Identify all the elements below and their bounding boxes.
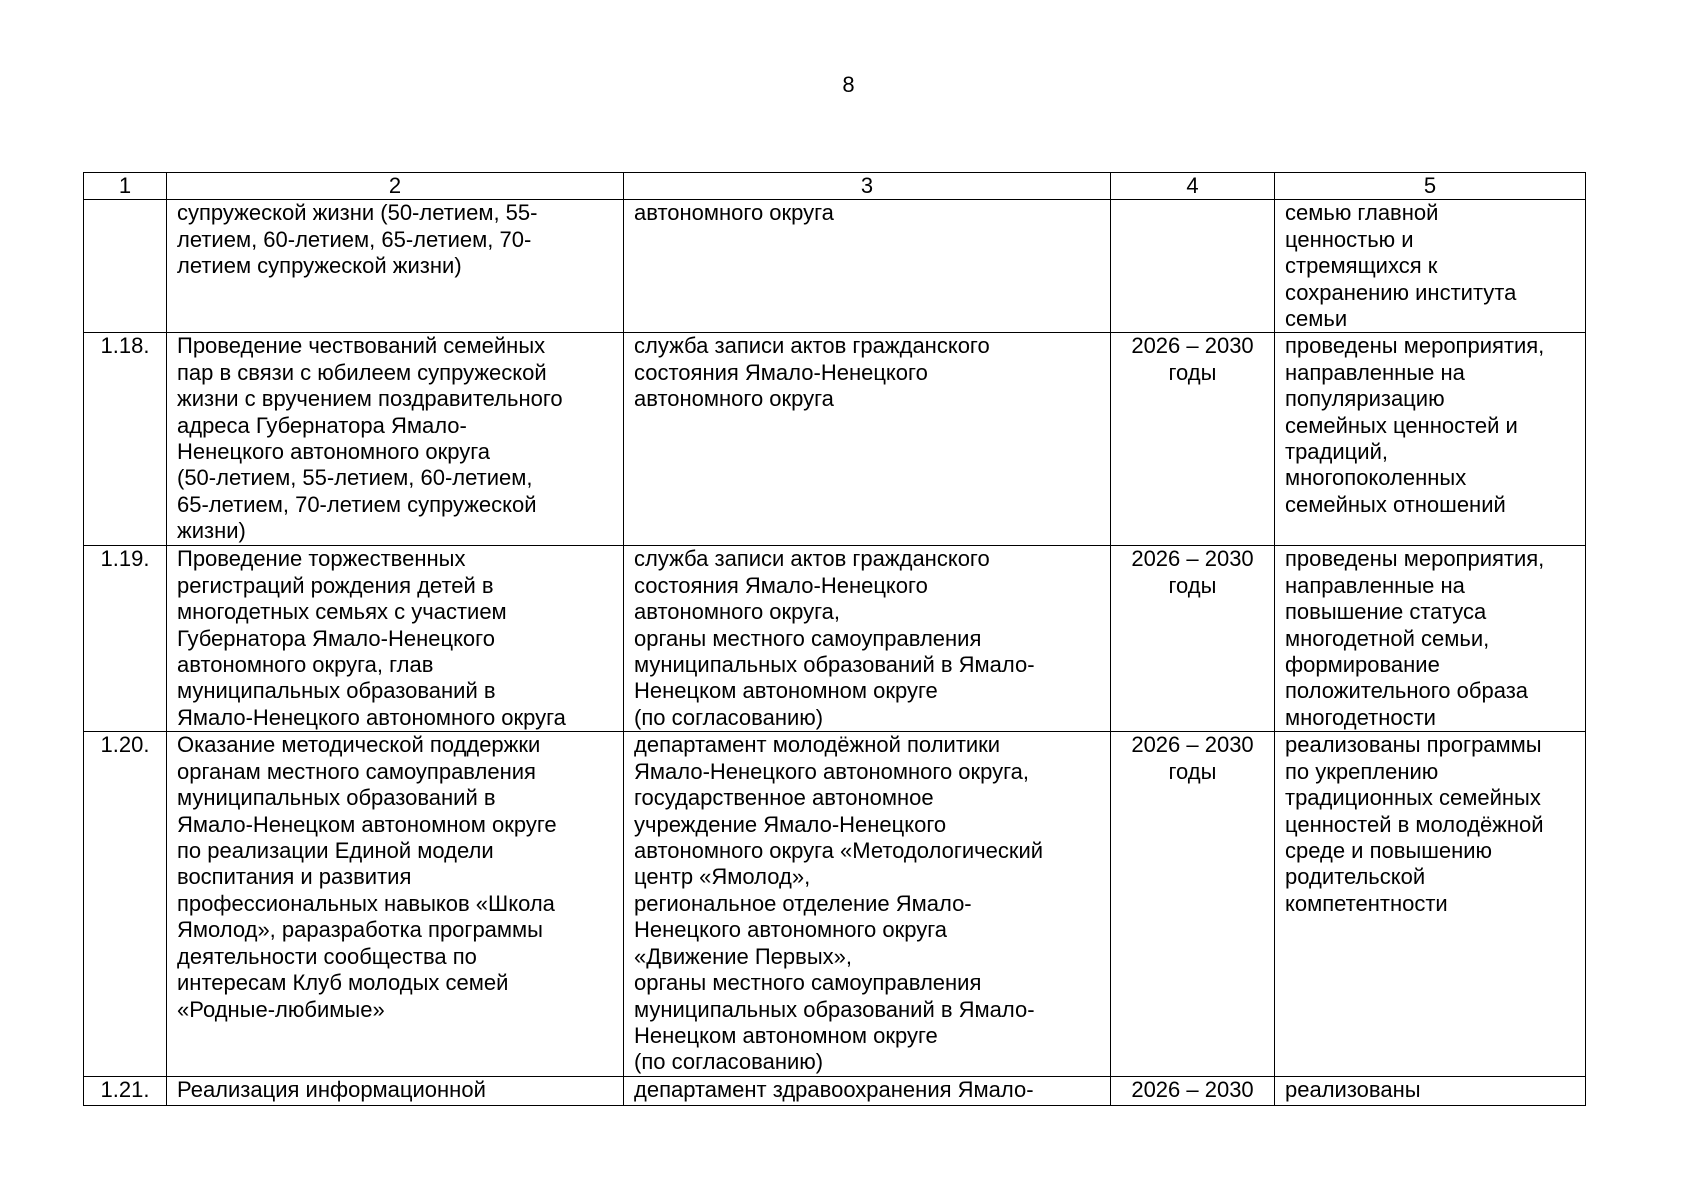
cell-text-line: 65-летием, 70-летием супружеской xyxy=(177,491,537,517)
result-cell xyxy=(1275,1077,1586,1106)
cell-text-line: муниципальных образований в xyxy=(177,785,496,811)
cell-text-line: повышение статуса xyxy=(1285,599,1487,625)
cell-text-line: компетентности xyxy=(1285,890,1448,916)
executors-cell xyxy=(624,200,1111,333)
cell-text-line: ценностью и xyxy=(1285,226,1414,252)
table-row xyxy=(84,200,1586,333)
table-header-row xyxy=(84,173,1586,200)
cell-text-line: Проведение торжественных xyxy=(177,546,466,572)
term-cell xyxy=(1111,546,1275,732)
cell-text-line: Реализация информационной xyxy=(177,1077,486,1103)
cell-text-line: органы местного самоуправления xyxy=(634,625,982,651)
event-cell xyxy=(167,333,624,546)
cell-text-line: воспитания и развития xyxy=(177,864,412,890)
column-header: 3 xyxy=(624,173,1111,200)
cell-text-line: Ямало-Ненецком автономном округе xyxy=(177,811,557,837)
cell-text-line: многодетности xyxy=(1285,704,1436,730)
cell-text-line: Ненецком автономном округе xyxy=(634,1022,938,1048)
cell-text-line: реализованы xyxy=(1285,1077,1421,1103)
cell-text-line: Ненецкого автономного округа xyxy=(177,439,491,465)
cell-text-line: органы местного самоуправления xyxy=(634,970,982,996)
cell-text-line: сохранению института xyxy=(1285,279,1517,305)
cell-text-line: годы xyxy=(1168,758,1217,784)
cell-text-line: формирование xyxy=(1285,652,1440,678)
cell-text-line: направленные на xyxy=(1285,572,1465,598)
cell-text-line: летием супружеской жизни) xyxy=(177,253,462,279)
cell-text-line: традиционных семейных xyxy=(1285,785,1541,811)
cell-text-line: адреса Губернатора Ямало- xyxy=(177,412,467,438)
result-cell xyxy=(1275,333,1586,546)
cell-text-line: органам местного самоуправления xyxy=(177,758,536,784)
cell-text-line: положительного образа xyxy=(1285,678,1529,704)
cell-text-line: деятельности сообщества по xyxy=(177,943,477,969)
cell-text-line: Ямолод», раразработка программы xyxy=(177,917,543,943)
cell-text-line: автономного округа, глав xyxy=(177,652,434,678)
executors-cell xyxy=(624,1077,1111,1106)
cell-text-line: жизни) xyxy=(177,518,246,544)
cell-text-line: 2026 – 2030 xyxy=(1131,732,1254,758)
cell-text-line: 2026 – 2030 xyxy=(1131,333,1254,359)
event-cell xyxy=(167,200,624,333)
cell-text-line: среде и повышению xyxy=(1285,838,1493,864)
cell-text-line: многодетной семьи, xyxy=(1285,625,1490,651)
cell-text-line: ценностей в молодёжной xyxy=(1285,811,1544,837)
column-header: 1 xyxy=(84,173,167,200)
cell-text-line: 2026 – 2030 xyxy=(1131,1077,1254,1103)
term-cell xyxy=(1111,200,1275,333)
cell-text-line: супружеской жизни (50-летием, 55- xyxy=(177,200,538,226)
column-header: 2 xyxy=(167,173,624,200)
cell-text-line: департамент молодёжной политики xyxy=(634,732,1001,758)
cell-text-line: муниципальных образований в Ямало- xyxy=(634,652,1035,678)
cell-text-line: состояния Ямало-Ненецкого xyxy=(634,572,928,598)
cell-text-line: автономного округа, xyxy=(634,599,841,625)
cell-text-line: «Движение Первых», xyxy=(634,943,852,969)
cell-text-line: регистраций рождения детей в xyxy=(177,572,494,598)
item-number: 1.20. xyxy=(84,732,167,1077)
cell-text-line: профессиональных навыков «Школа xyxy=(177,890,555,916)
cell-text-line: многопоколенных xyxy=(1285,465,1467,491)
item-number: 1.18. xyxy=(84,333,167,546)
term-cell xyxy=(1111,333,1275,546)
cell-text-line: «Родные-любимые» xyxy=(177,996,385,1022)
cell-text-line: годы xyxy=(1168,359,1217,385)
cell-text-line: по укреплению xyxy=(1285,758,1439,784)
cell-text-line: семью главной xyxy=(1285,200,1439,226)
cell-text-line: проведены мероприятия, xyxy=(1285,546,1545,572)
table-row xyxy=(84,546,1586,732)
executors-cell xyxy=(624,333,1111,546)
cell-text-line: семьи xyxy=(1285,306,1348,332)
cell-text-line: многодетных семьях с участием xyxy=(177,599,507,625)
cell-text-line: летием, 60-летием, 65-летием, 70- xyxy=(177,226,532,252)
cell-text-line: автономного округа «Методологический xyxy=(634,838,1044,864)
result-cell xyxy=(1275,546,1586,732)
cell-text-line: автономного округа xyxy=(634,386,834,412)
table-row xyxy=(84,732,1586,1077)
cell-text-line: региональное отделение Ямало- xyxy=(634,890,972,916)
column-header: 5 xyxy=(1275,173,1586,200)
cell-text-line: интересам Клуб молодых семей xyxy=(177,970,509,996)
cell-text-line: состояния Ямало-Ненецкого xyxy=(634,359,928,385)
cell-text-line: Губернатора Ямало-Ненецкого xyxy=(177,625,495,651)
cell-text-line: автономного округа xyxy=(634,200,834,226)
page-number: 8 xyxy=(842,72,855,97)
table-row xyxy=(84,333,1586,546)
cell-text-line: 2026 – 2030 xyxy=(1131,546,1254,572)
activities-table xyxy=(83,172,1586,1106)
cell-text-line: государственное автономное xyxy=(634,785,934,811)
cell-text-line: служба записи актов гражданского xyxy=(634,333,990,359)
cell-text-line: Ямало-Ненецкого автономного округа, xyxy=(634,758,1030,784)
cell-text-line: муниципальных образований в xyxy=(177,678,496,704)
cell-text-line: (50-летием, 55-летием, 60-летием, xyxy=(177,465,533,491)
item-number xyxy=(84,200,167,333)
cell-text-line: муниципальных образований в Ямало- xyxy=(634,996,1035,1022)
cell-text-line: стремящихся к xyxy=(1285,253,1438,279)
event-cell xyxy=(167,1077,624,1106)
cell-text-line: пар в связи с юбилеем супружеской xyxy=(177,359,547,385)
cell-text-line: Ямало-Ненецкого автономного округа xyxy=(177,704,566,730)
cell-text-line: проведены мероприятия, xyxy=(1285,333,1545,359)
cell-text-line: центр «Ямолод», xyxy=(634,864,811,890)
result-cell xyxy=(1275,732,1586,1077)
cell-text-line: традиций, xyxy=(1285,439,1388,465)
cell-text-line: родительской xyxy=(1285,864,1426,890)
executors-cell xyxy=(624,732,1111,1077)
item-number: 1.21. xyxy=(84,1077,167,1106)
event-cell xyxy=(167,546,624,732)
cell-text-line: (по согласованию) xyxy=(634,704,824,730)
cell-text-line: департамент здравоохранения Ямало- xyxy=(634,1077,1034,1103)
cell-text-line: направленные на xyxy=(1285,359,1465,385)
cell-text-line: семейных отношений xyxy=(1285,491,1506,517)
cell-text-line: (по согласованию) xyxy=(634,1049,824,1075)
cell-text-line: Ненецком автономном округе xyxy=(634,678,938,704)
cell-text-line: популяризацию xyxy=(1285,386,1445,412)
cell-text-line: реализованы программы xyxy=(1285,732,1542,758)
cell-text-line: по реализации Единой модели xyxy=(177,838,494,864)
event-cell xyxy=(167,732,624,1077)
table-row xyxy=(84,1077,1586,1106)
cell-text-line: учреждение Ямало-Ненецкого xyxy=(634,811,947,837)
column-header: 4 xyxy=(1111,173,1275,200)
result-cell xyxy=(1275,200,1586,333)
cell-text-line: Ненецкого автономного округа xyxy=(634,917,948,943)
cell-text-line: Проведение чествований семейных xyxy=(177,333,546,359)
cell-text-line: семейных ценностей и xyxy=(1285,412,1518,438)
executors-cell xyxy=(624,546,1111,732)
cell-text-line: служба записи актов гражданского xyxy=(634,546,990,572)
cell-text-line: годы xyxy=(1168,572,1217,598)
term-cell xyxy=(1111,1077,1275,1106)
term-cell xyxy=(1111,732,1275,1077)
item-number: 1.19. xyxy=(84,546,167,732)
cell-text-line: жизни с вручением поздравительного xyxy=(177,386,563,412)
cell-text-line: Оказание методической поддержки xyxy=(177,732,541,758)
